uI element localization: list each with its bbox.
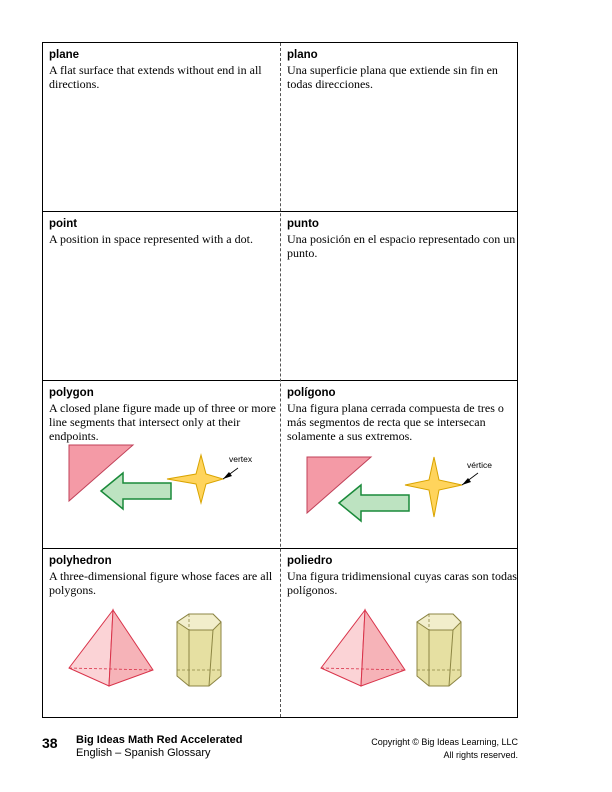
card-polygon-en — [49, 386, 279, 443]
glossary-grid — [42, 42, 518, 718]
pyramid-face — [69, 610, 113, 686]
card-plane-en — [49, 48, 279, 91]
star-shape — [405, 457, 462, 517]
book-title: Big Ideas Math Red Accelerated — [76, 734, 243, 746]
glossary-subtitle: English – Spanish Glossary — [76, 747, 211, 759]
pyramid-face — [321, 610, 365, 686]
term: poliedro — [287, 555, 333, 567]
term: punto — [287, 218, 319, 230]
arrow-shape — [101, 473, 171, 509]
definition: A closed plane figure made up of three or more line segments that intersect only at their endpoints. — [49, 401, 276, 443]
definition: A position in space represented with a dot. — [49, 232, 253, 246]
term: plane — [49, 49, 80, 61]
rights-notice: All rights reserved. — [443, 750, 518, 760]
definition: A three-dimensional figure whose faces are all polygons. — [49, 569, 273, 597]
definition: Una figura tridimensional cuyas caras son todas polígonos. — [287, 569, 517, 597]
pyramid-face — [109, 610, 153, 686]
pyramid-face — [361, 610, 405, 686]
vertex-label: vértice — [467, 460, 493, 470]
polyhedron-figure-en — [65, 608, 275, 698]
definition: Una posición en el espacio representado con un punto. — [287, 232, 516, 260]
polyhedron-figure-es — [317, 608, 527, 698]
star-shape — [167, 455, 223, 503]
polygon-figure-es — [299, 453, 509, 533]
card-polygon-es — [287, 386, 517, 443]
page-number: 38 — [42, 735, 58, 751]
copyright-notice: Copyright © Big Ideas Learning, LLC — [371, 737, 518, 747]
card-polyhedron-en — [49, 554, 279, 597]
arrow-shape — [339, 485, 409, 521]
card-point-en — [49, 217, 279, 246]
term: polygon — [49, 387, 94, 399]
term: point — [49, 218, 78, 230]
polygon-figure-en — [61, 441, 271, 521]
card-polyhedron-es — [287, 554, 517, 597]
card-point-es — [287, 217, 517, 260]
vertex-label: vertex — [229, 454, 253, 464]
term: plano — [287, 49, 318, 61]
term: polyhedron — [49, 555, 112, 567]
definition: Una superficie plana que extiende sin fin en todas direcciones. — [287, 63, 498, 91]
term: polígono — [287, 387, 336, 399]
card-plane-es — [287, 48, 517, 91]
definition: Una figura plana cerrada compuesta de tres o más segmentos de recta que se intersecan solamente a sus extremos. — [287, 401, 504, 443]
definition: A flat surface that extends without end in all directions. — [49, 63, 262, 91]
column-divider — [280, 43, 281, 717]
